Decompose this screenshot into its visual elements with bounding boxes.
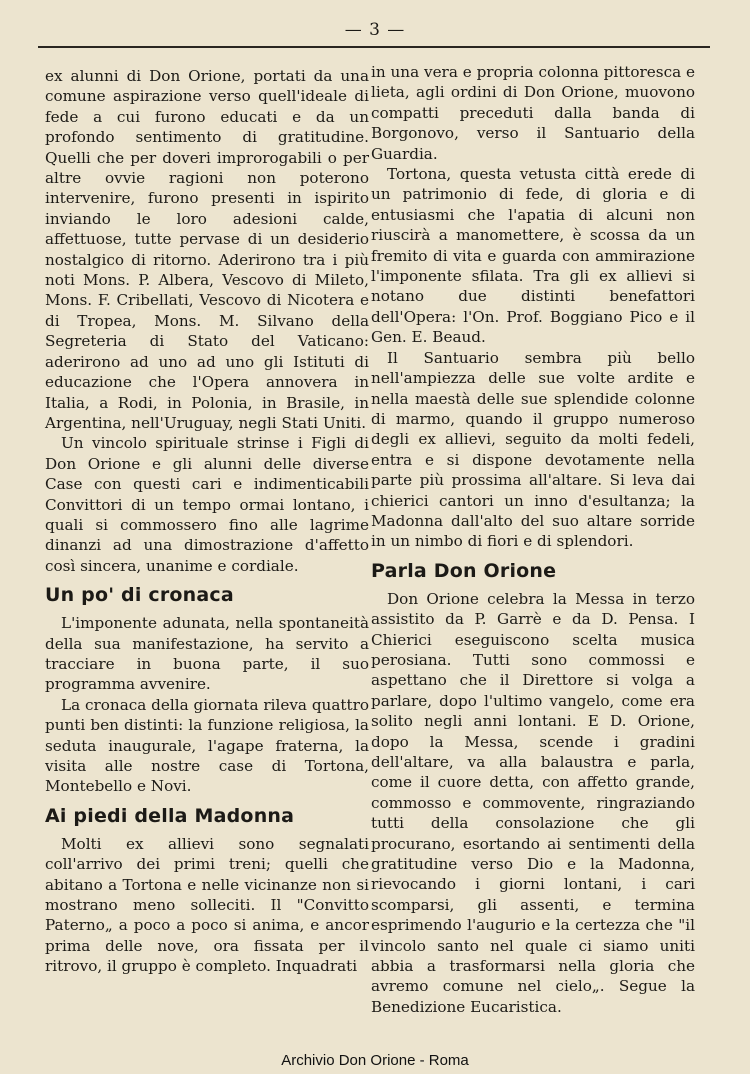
paragraph: Un vincolo spirituale strinse i Figli di Don Orione e gli alunni delle diverse Case con questi cari e indimenticabili Convittori di un tempo ormai lontano, i quali si commossero fino alle lagrime dinanzi ad una dimostrazione d'affetto così sincera, unanime e cordiale. (45, 434, 369, 575)
left-column (45, 66, 369, 977)
paragraph: La cronaca della giornata rileva quattro punti ben distinti: la funzione religiosa, la seduta inaugurale, l'agape fraterna, la visita alle nostre case di Tortona, Montebello e Novi. (45, 695, 369, 796)
section-heading-madonna: Ai piedi della Madonna (45, 804, 295, 827)
header-rule (38, 46, 710, 48)
page-number: — 3 — (344, 20, 406, 40)
paragraph: Il Santuario sembra più bello nell'ampiezza delle sue volte ardite e nella maestà delle sue splendide colonne di marmo, quando il gruppo numeroso degli ex allievi, seguito da molti fedeli, entra e si dispone devotamente nella parte più prossima all'altare. Si leva dai chierici cantori un inno d'esultanza; la Madonna dall'alto del suo altare sorride in un nimbo di fiori e di splendori. (371, 348, 695, 551)
paragraph: Molti ex allievi sono segnalati coll'arrivo dei primi treni; quelli che abitano a Tortona e nelle vicinanze non si mostrano meno solleciti. Il "Convitto Paterno„ a poco a poco si anima, e ancor prima delle nove, ora fissata per il ritrovo, il gruppo è completo. Inquadrati (45, 834, 369, 976)
paragraph: Tortona, questa vetusta città erede di un patrimonio di fede, di gloria e di entusiasmi che l'apatia di alcuni non riuscirà a manomettere, è scossa da un fremito di vita e guarda con ammirazione l'imponente sfilata. Tra gli ex allievi si notano due distinti benefattori dell'Opera: l'On. Prof. Boggiano Pico e il Gen. E. Beaud. (371, 165, 695, 347)
paragraph: Don Orione celebra la Messa in terzo assistito da P. Garrè e da D. Pensa. I Chierici eseguiscono scelta musica perosiana. Tutti sono commossi e aspettano che il Direttore si volga a parlare, dopo l'ultimo vangelo, come era solito negli anni lontani. E D. Orione, dopo la Messa, scende i gradini dell'altare, va alla balaustra e parla, come il cuore detta, con affetto grande, commosso e commovente, ringraziando tutti della consolazione che gli procurano, esortando ai sentimenti della gratitudine verso Dio e la Madonna, rievocando i giorni lontani, i cari scomparsi, gli assenti, e termina esprimendo l'augurio e la certezza che "il vincolo santo nel quale ci siamo uniti abbia a trasformarsi nella gloria che avremo comune nel cielo„. Segue la Benedizione Eucaristica. (371, 589, 695, 1016)
right-column (371, 62, 695, 1017)
section-heading-cronaca: Un po' di cronaca (45, 584, 234, 607)
paragraph: L'imponente adunata, nella spontaneità della sua manifestazione, ha servito a tracciare in buona parte, il suo programma avvenire. (45, 614, 369, 694)
archive-footer: Archivio Don Orione - Roma (281, 1052, 469, 1069)
paragraph: in una vera e propria colonna pittoresca e lieta, agli ordini di Don Orione, muovono compatti preceduti dalla banda di Borgonovo, verso il Santuario della Guardia. (371, 63, 695, 163)
paragraph: ex alunni di Don Orione, portati da una comune aspirazione verso quell'ideale di fede a cui furono educati e da un profondo sentimento di gratitudine. Quelli che per doveri improrogabili o per altre ovvie ragioni non poterono intervenire, furono presenti in ispirito inviando le loro adesioni calde, affettuose, tutte pervase di un desiderio nostalgico di ritorno. Aderirono tra i più noti Mons. P. Albera, Vescovo di Mileto, Mons. F. Cribellati, Vescovo di Nicotera e di Tropea, Mons. M. Silvano della Segreteria di Stato del Vaticano: aderirono ad uno ad uno gli Istituti di educazione che l'Opera annovera in Italia, a Rodi, in Polonia, in Brasile, in Argentina, nell'Uruguay, negli Stati Uniti. (45, 67, 369, 432)
section-heading-parla: Parla Don Orione (371, 559, 557, 582)
